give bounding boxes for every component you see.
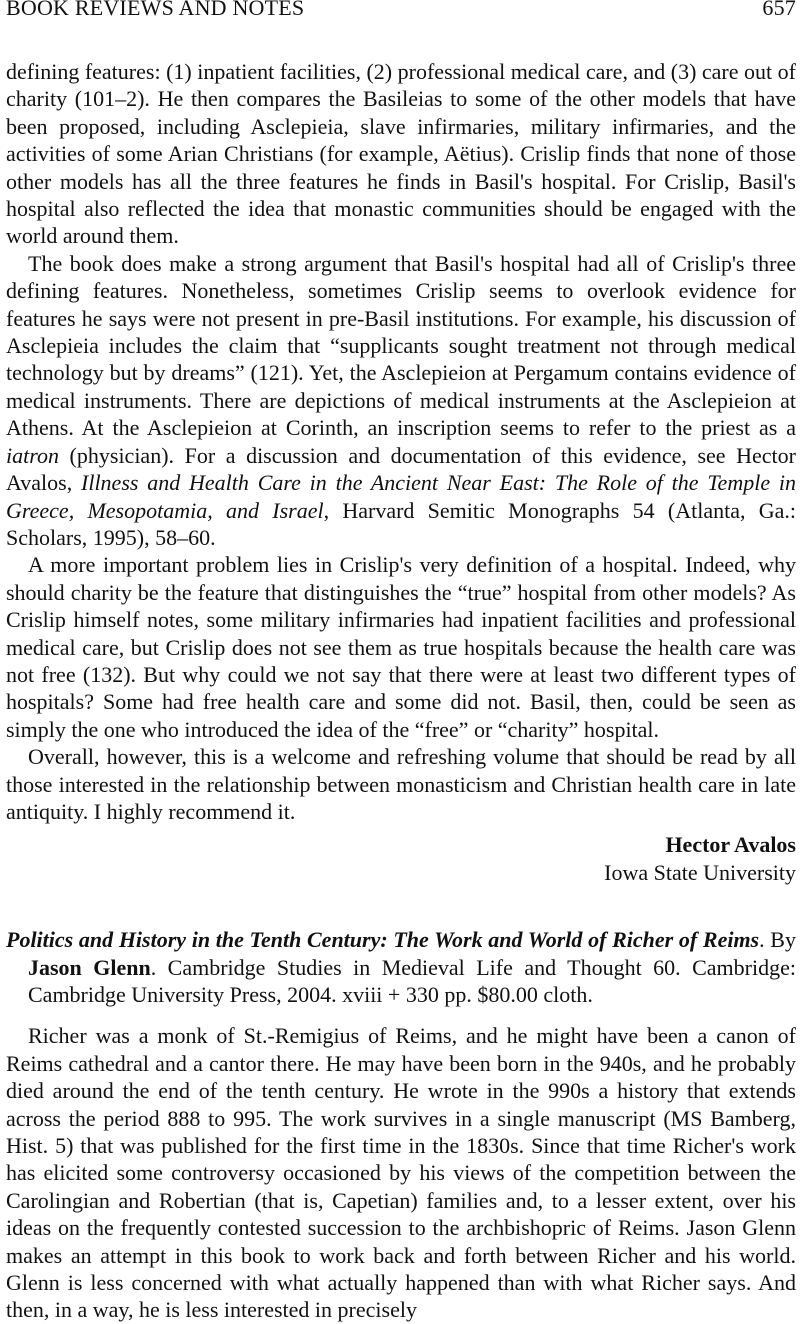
journal-page — [6, 0, 796, 1324]
reviewer-institution: Iowa State University — [604, 859, 796, 885]
running-header — [6, 0, 796, 22]
book-citation: Politics and History in the Tenth Century: The Work and World of Richer of Reims. By Jason Glenn. Cambridge Studies in Medieval Life and Thought 60. Cambridge: Cambridge University Press, 2004. xviii + 330 pp. $80.00 cloth. — [6, 927, 796, 1007]
reviewer-name: Hector Avalos — [665, 832, 796, 858]
review-paragraph: The book does make a strong argument that Basil's hospital had all of Crislip's three defining features. Nonetheless, sometimes Crislip seems to overlook evidence for features he says were not present in pre-Basil institutions. For example, his discussion of Asclepieia includes the claim that “supplicants sought treatment not through medical technology but by dreams” (121). Yet, the Asclepieion at Pergamum contains evidence of medical instruments. There are depictions of medical instruments at the Asclepieion at Athens. At the Asclepieion at Corinth, an inscription seems to refer to the priest as a iatron (physician). For a discussion and documentation of this evidence, see Hector Avalos, Illness and Health Care in the Ancient Near East: The Role of the Temple in Greece, Mesopotamia, and Israel, Harvard Semitic Monographs 54 (Atlanta, Ga.: Scholars, 1995), 58–60. — [6, 250, 796, 550]
review-paragraph: Richer was a monk of St.-Remigius of Reims, and he might have been a canon of Reims cathedral and a cantor there. He may have been born in the 940s, and he probably died around the end of the tenth century. He wrote in the 990s a history that extends across the period 888 to 995. The work survives in a single manuscript (MS Bamberg, Hist. 5) that was published for the first time in the 1830s. Since that time Richer's work has elicited some controversy occasioned by his views of the competition between the Carolingian and Robertian (that is, Capetian) families and, to a lesser extent, over his ideas on the frequently contested succession to the archbishopric of Reims. Jason Glenn makes an attempt in this book to work back and forth between Richer and his world. Glenn is less concerned with what actually happened than with what Richer says. And then, in a way, he is less interested in precisely — [6, 1023, 796, 1323]
page-number: 657 — [762, 0, 796, 20]
review-paragraph: Overall, however, this is a welcome and refreshing volume that should be read by all those interested in the relationship between monasticism and Christian health care in late antiquity. I highly recommend it. — [6, 744, 796, 824]
running-title: BOOK REVIEWS AND NOTES — [6, 0, 305, 20]
review-paragraph: defining features: (1) inpatient facilities, (2) professional medical care, and (3) care out of charity (101–2). He then compares the Basileias to some of the other models that have been proposed, including Asclepieia, slave infirmaries, military infirmaries, and the activities of some Arian Christians (for example, Aëtius). Crislip finds that none of those other models has all the three features he finds in Basil's hospital. For Crislip, Basil's hospital also reflected the idea that monastic communities should be engaged with the world around them. — [6, 59, 796, 249]
review-glenn — [6, 1022, 796, 1323]
review-avalos — [6, 58, 796, 886]
review-paragraph: A more important problem lies in Crislip's very definition of a hospital. Indeed, why should charity be the feature that distinguishes the “true” hospital from other models? As Crislip himself notes, some military infirmaries had inpatient facilities and professional medical care, but Crislip does not see them as true hospitals because the health care was not free (132). But why could we not say that there were at least two different types of hospitals? Some had free health care and some did not. Basil, then, could be seen as simply the one who introduced the idea of the “free” or “charity” hospital. — [6, 552, 796, 742]
